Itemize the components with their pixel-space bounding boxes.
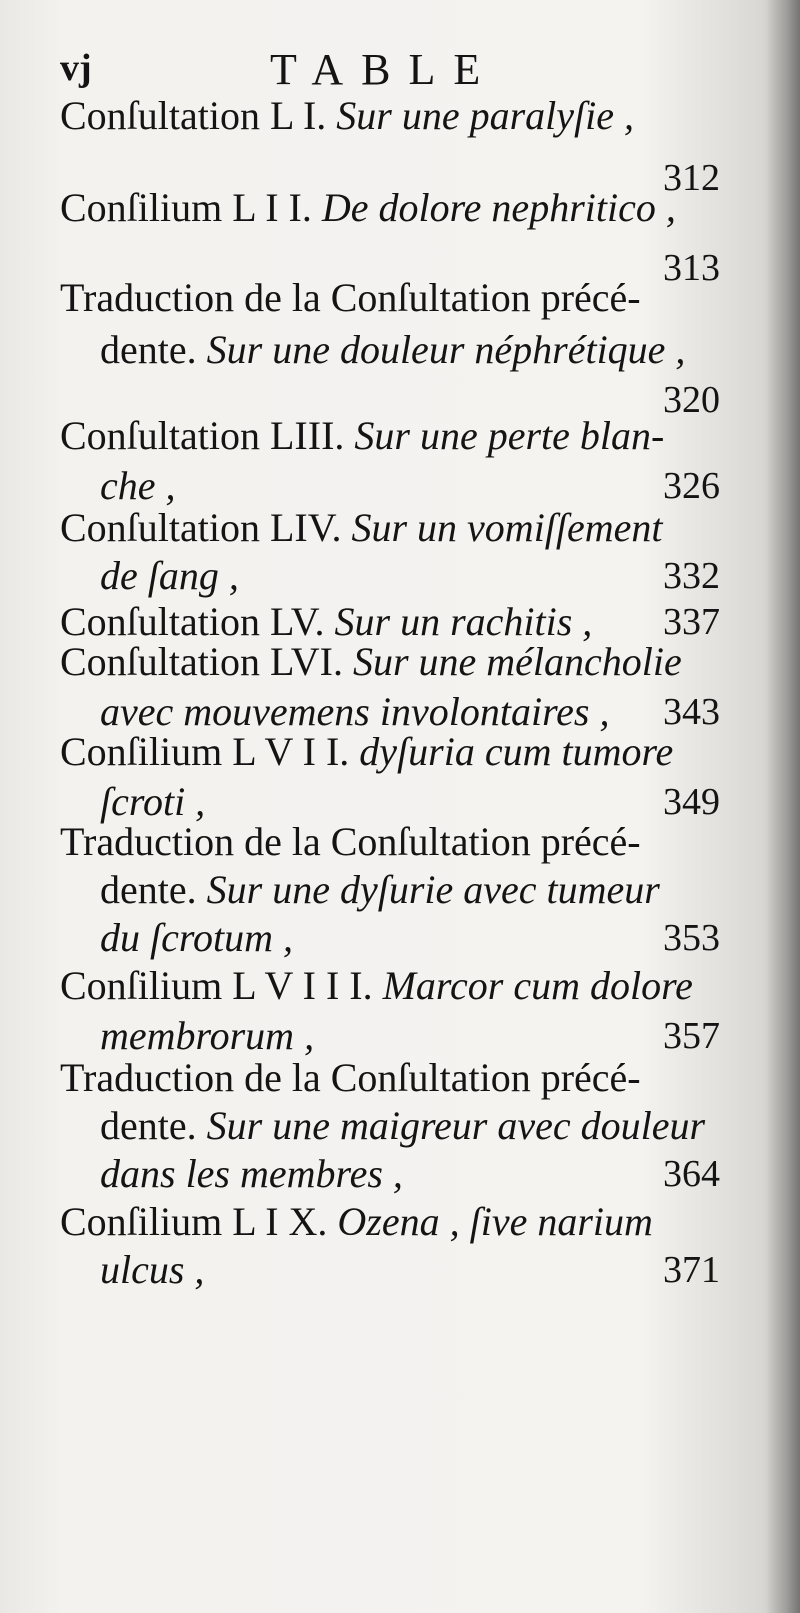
entry-heading: Conſultation LVI. bbox=[60, 639, 343, 684]
page-number: 326 bbox=[663, 465, 720, 507]
entry-heading: Conſilium L I X. bbox=[60, 1199, 328, 1244]
entry-title-continued: du ſcrotum , bbox=[100, 915, 293, 960]
entry-heading: Traduction de la Conſultation précé- bbox=[60, 1055, 641, 1100]
entry-continuation-roman: dente. bbox=[100, 1103, 197, 1148]
entry-title: Sur une maigreur avec douleur bbox=[206, 1103, 706, 1148]
folio-number: vj bbox=[60, 47, 92, 89]
entry-title: Marcor cum dolore bbox=[382, 963, 693, 1008]
entry-title: De dolore nephritico , bbox=[321, 185, 676, 230]
entry-title: Sur un vomiſſement bbox=[351, 505, 663, 550]
toc-entry-continuation bbox=[100, 1242, 720, 1298]
page-number: 353 bbox=[663, 917, 720, 959]
page-number: 371 bbox=[663, 1249, 720, 1291]
toc-entry-line bbox=[60, 634, 720, 690]
entry-heading: Conſilium L I I. bbox=[60, 185, 312, 230]
entry-title: Ozena , ſive narium bbox=[337, 1199, 653, 1244]
entry-heading: Conſilium L V I I. bbox=[60, 729, 350, 774]
page-number: 320 bbox=[663, 379, 720, 421]
entry-heading: Conſilium L V I I I. bbox=[60, 963, 373, 1008]
entry-title: Sur une mélancholie bbox=[352, 639, 682, 684]
entry-continuation-roman: dente. bbox=[100, 867, 197, 912]
toc-entry-line bbox=[60, 724, 720, 780]
page-number: 349 bbox=[663, 781, 720, 823]
entry-title-continued: ulcus , bbox=[100, 1247, 205, 1292]
entry-heading: Traduction de la Conſultation précé- bbox=[60, 819, 641, 864]
entry-heading: Traduction de la Conſultation précé- bbox=[60, 275, 641, 320]
page-number: 357 bbox=[663, 1015, 720, 1057]
entry-heading: Conſultation LV. bbox=[60, 599, 325, 644]
page-number: 312 bbox=[663, 157, 720, 199]
entry-title-continued: che , bbox=[100, 463, 176, 508]
entry-continuation-roman: dente. bbox=[100, 327, 197, 372]
entry-title: dyſuria cum tumore bbox=[359, 729, 674, 774]
toc-entry-line bbox=[60, 180, 720, 236]
page-number: 343 bbox=[663, 691, 720, 733]
toc-entry-line bbox=[60, 88, 720, 144]
toc-entry-continuation bbox=[100, 322, 720, 378]
toc-entry-line bbox=[60, 408, 720, 464]
entry-title-continued: membrorum , bbox=[100, 1013, 315, 1058]
toc-entry-line bbox=[60, 270, 720, 326]
entry-title: Sur une dyſurie avec tumeur bbox=[206, 867, 660, 912]
toc-entry-line bbox=[60, 958, 720, 1014]
page-number: 313 bbox=[663, 247, 720, 289]
page-number: 332 bbox=[663, 555, 720, 597]
page-edge-shadow bbox=[766, 0, 800, 1613]
entry-title: Sur un rachitis , bbox=[334, 599, 593, 644]
entry-title-continued: ſcroti , bbox=[100, 779, 206, 824]
page-number: 337 bbox=[663, 601, 720, 643]
entry-title: Sur une perte blan- bbox=[354, 413, 665, 458]
running-title: TABLE bbox=[270, 45, 499, 94]
entry-heading: Conſultation LIV. bbox=[60, 505, 342, 550]
entry-title: Sur une paralyſie , bbox=[336, 93, 635, 138]
entry-title-continued: dans les membres , bbox=[100, 1151, 403, 1196]
entry-title: Sur une douleur néphrétique , bbox=[206, 327, 686, 372]
entry-title-continued: de ſang , bbox=[100, 553, 239, 598]
page-number: 364 bbox=[663, 1153, 720, 1195]
entry-title-continued: avec mouvemens involontaires , bbox=[100, 689, 610, 734]
entry-heading: Conſultation LIII. bbox=[60, 413, 345, 458]
entry-heading: Conſultation L I. bbox=[60, 93, 327, 138]
